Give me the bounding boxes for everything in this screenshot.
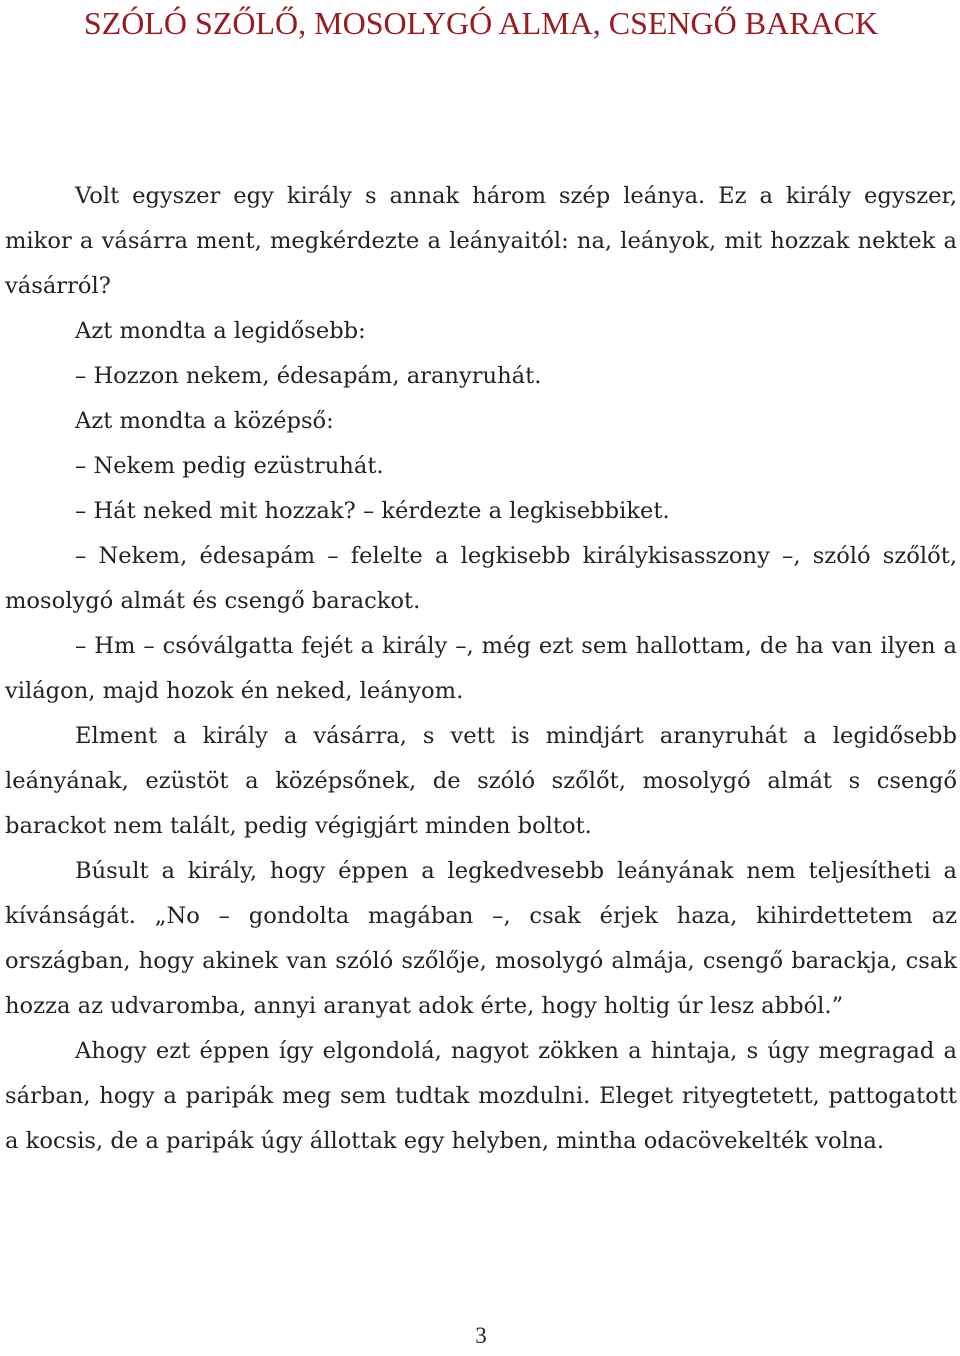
story-body	[5, 174, 957, 1164]
document-page	[5, 0, 957, 1356]
paragraph-2: Azt mondta a legidősebb:	[75, 318, 366, 344]
paragraph-5: – Nekem pedig ezüstruhát.	[75, 453, 384, 479]
story-title: SZÓLÓ SZŐLŐ, MOSOLYGÓ ALMA, CSENGŐ BARACK	[83, 5, 879, 41]
paragraph-11: Ahogy ezt éppen így elgondolá, nagyot zökken a hintaja, s úgy megragad a sárban, hogy a paripák meg sem tudtak mozdulni. Eleget rityegtetett, pattogatott a kocsis, de a paripák úgy állottak egy helyben, mintha odacövekelték volna.	[5, 1038, 957, 1154]
paragraph-8: – Hm – csóválgatta fejét a király –, még ezt sem hallottam, de ha van ilyen a világon, majd hozok én neked, leányom.	[5, 633, 957, 704]
paragraph-3: – Hozzon nekem, édesapám, aranyruhát.	[75, 363, 542, 389]
paragraph-10: Búsult a király, hogy éppen a legkedvesebb leányának nem teljesítheti a kívánságát. „No – gondolta magában –, csak érjek haza, kihirdettetem az országban, hogy akinek van szóló szőlője, mosolygó almája, csengő barackja, csak hozza az udvaromba, annyi aranyat adok érte, hogy holtig úr lesz abból.”	[5, 858, 957, 1019]
paragraph-1: Volt egyszer egy király s annak három szép leánya. Ez a király egyszer, mikor a vásárra ment, megkérdezte a leányaitól: na, leányok, mit hozzak nektek a vásárról?	[5, 183, 957, 299]
paragraph-6: – Hát neked mit hozzak? – kérdezte a legkisebbiket.	[75, 498, 670, 524]
paragraph-7: – Nekem, édesapám – felelte a legkisebb királykisasszony –, szóló szőlőt, mosolygó almát és csengő barackot.	[5, 543, 957, 614]
paragraph-4: Azt mondta a középső:	[75, 408, 334, 434]
paragraph-9: Elment a király a vásárra, s vett is mindjárt aranyruhát a legidősebb leányának, ezüstöt a középsőnek, de szóló szőlőt, mosolygó almát s csengő barackot nem talált, pedig végigjárt minden boltot.	[5, 723, 957, 839]
page-number: 3	[475, 1323, 487, 1348]
